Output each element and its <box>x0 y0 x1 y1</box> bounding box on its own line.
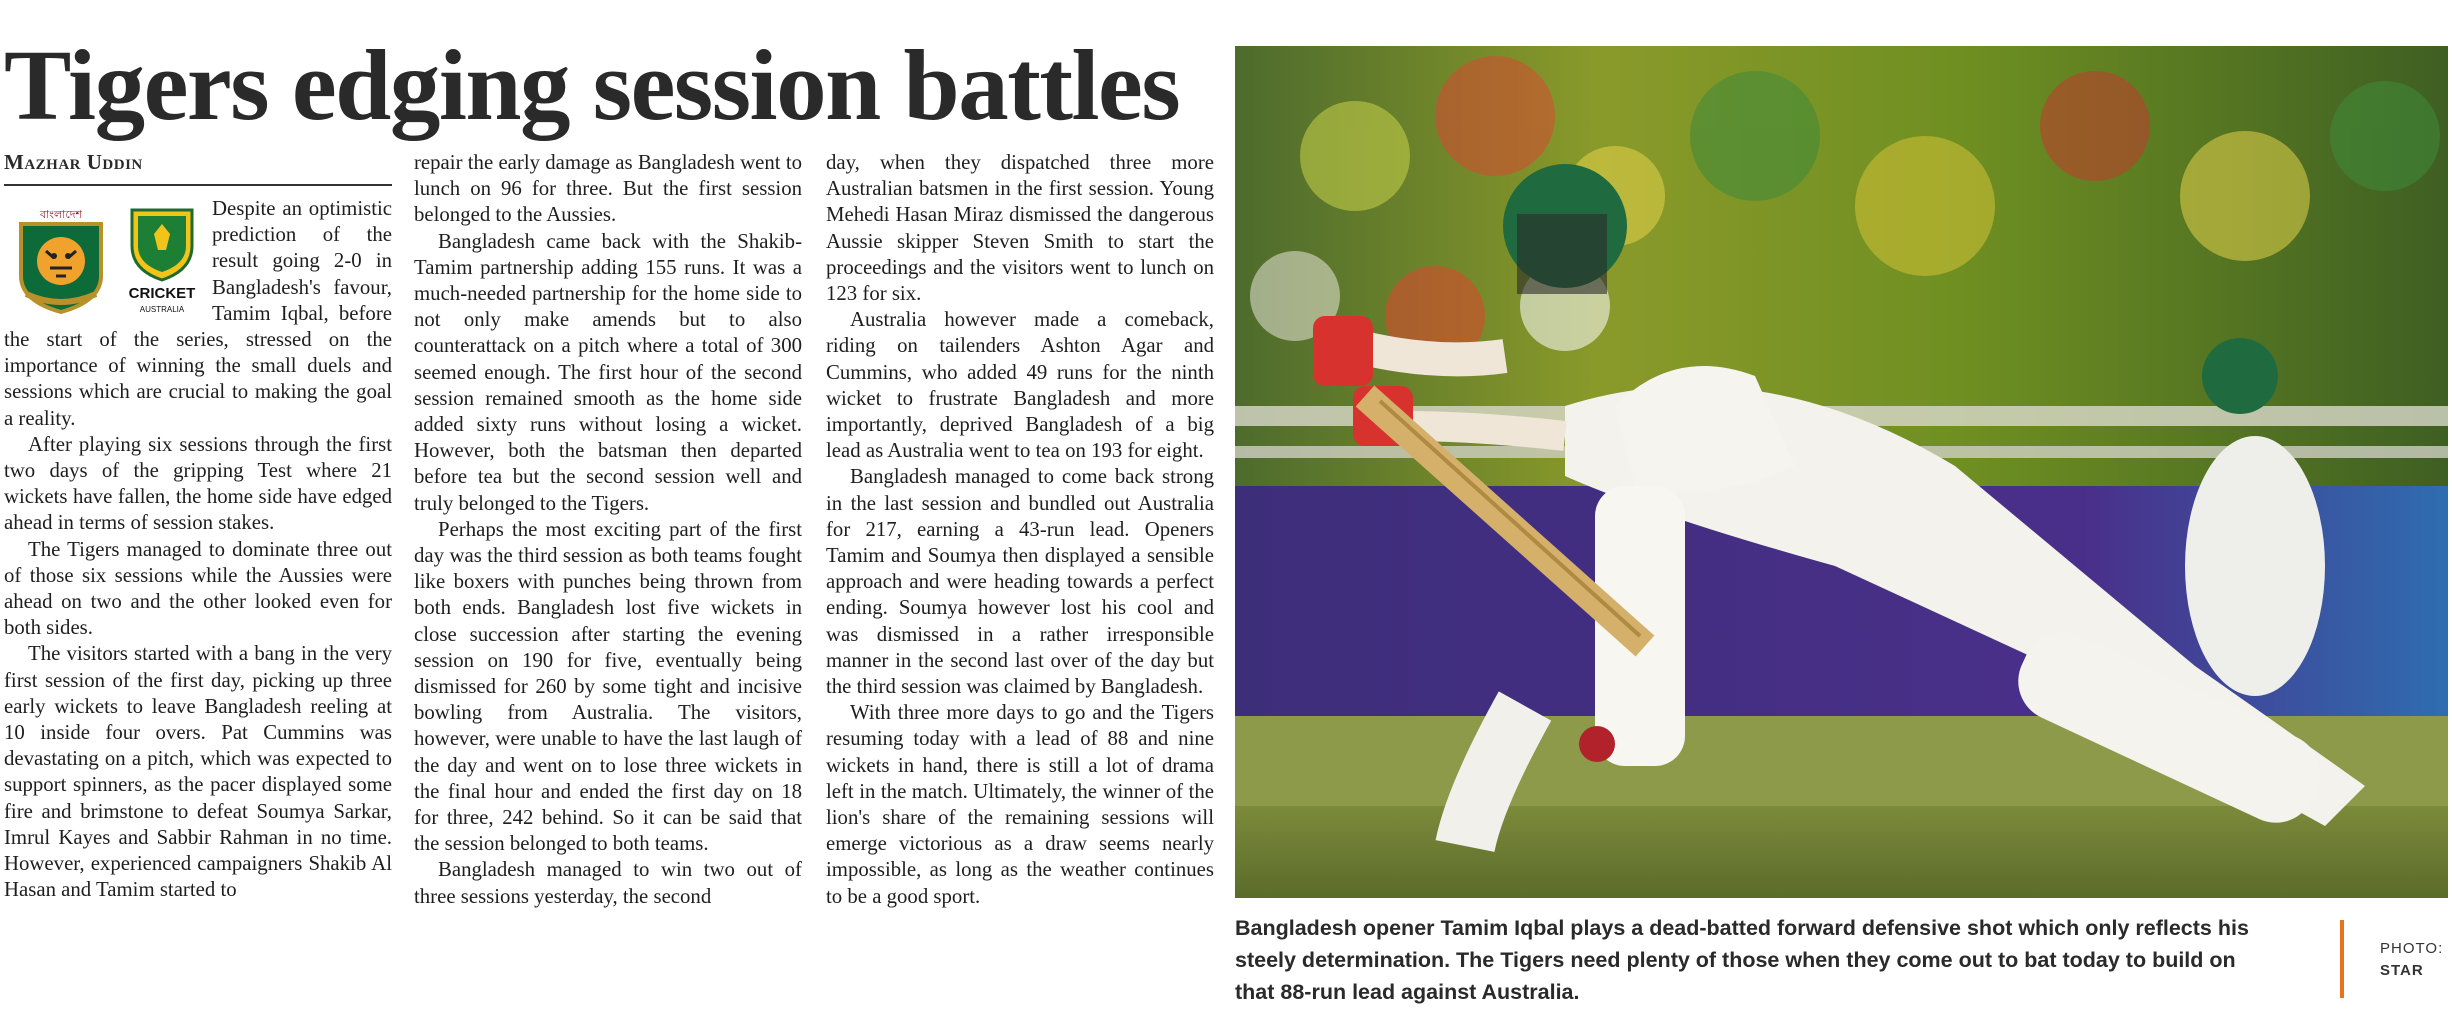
byline: Mazhar Uddin <box>4 150 392 186</box>
photo-caption: Bangladesh opener Tamim Iqbal plays a dead-batted forward defensive shot which only reflects his steely determination. The Tigers need plenty of those when they come out to bat today to build on that 88-run lead against Australia. <box>1235 916 2249 1004</box>
paragraph: The Tigers managed to dominate three out of those six sessions while the Aussies were ahead on two and the other looked even for both sides. <box>4 537 392 640</box>
bcb-logo-text: বাংলাদেশ <box>39 208 83 221</box>
paragraph: repair the early damage as Bangladesh went to lunch on 96 for three. But the first session belonged to the Aussies. <box>414 151 802 227</box>
credit-divider <box>2340 920 2344 998</box>
photo-credit-label: PHOTO: <box>2380 940 2444 957</box>
paragraph: With three more days to go and the Tigers resuming today with a lead of 88 and nine wickets in hand, there is still a lot of drama left in the match. Ultimately, the winner of the lion's share of the remaining sessions will emerge victorious as a draw seems nearly impossible, as long as the weather continues to be a good sport. <box>826 701 1214 908</box>
team-logos <box>4 196 204 322</box>
ca-logo-subtext: AUSTRALIA <box>139 305 185 314</box>
paragraph: Perhaps the most exciting part of the first day was the third session as both teams fought like boxers with punches being thrown from both ends. Bangladesh lost five wickets in close succession after starting the evening session on 190 for five, eventually being dismissed for 260 by some tight and incisive bowling from Australia. The visitors, however, were unable to have the last laugh of the day and went on to lose three wickets in the final hour and ended the first day on 18 for three, 242 behind. So it can be said that the session belonged to both teams. <box>414 517 802 856</box>
photo-credit <box>2380 938 2443 982</box>
paragraph: Bangladesh managed to come back strong in the last session and bundled out Australia for 217, earning a 43-run lead. Openers Tamim and Soumya then displayed a sensible approach and were heading towards a perfect ending. Soumya however lost his cool and was dismissed in a rather irresponsible manner in the second last over of the day but the third session was claimed by Bangladesh. <box>826 465 1214 699</box>
bcb-logo-icon <box>6 206 116 316</box>
paragraph: Despite an optimistic prediction of the result going 2-0 in Bangladesh's favour, Tamim Iqbal, before the start of the series, stressed on the importance of winning the small duels and sessions which are crucial to making the goal a reality. <box>4 197 392 430</box>
cricket-photo <box>1235 46 2448 898</box>
paragraph: day, when they dispatched three more Australian batsmen in the first session. Young Mehedi Hasan Miraz dismissed the dangerous Aussie skipper Steven Smith to start the proceedings and the visitors went to lunch on 123 for six. <box>826 151 1214 306</box>
ca-logo-text: CRICKET <box>128 285 196 302</box>
headline: Tigers edging session battles <box>4 29 1180 141</box>
paragraph: The visitors started with a bang in the very first session of the first day, picking up three early wickets to leave Bangladesh reeling at 10 inside four overs. Pat Cummins was devastating on a pitch, which was expected to support spinners, as the pacer displayed some fire and brimstone to defeat Soumya Sarkar, Imrul Kayes and Sabbir Rahman in no time. However, experienced campaigners Shakib Al Hasan and Tamim started to <box>4 642 392 902</box>
cricket-australia-logo-icon <box>124 206 200 318</box>
article-column-1 <box>4 196 392 903</box>
article-column-2 <box>414 150 802 910</box>
article-column-3 <box>826 150 1214 910</box>
paragraph: Bangladesh came back with the Shakib-Tamim partnership adding 155 runs. It was a much-needed partnership for the home side to not only make amends but to also counterattack on a pitch where a total of 300 seemed enough. The first hour of the second session remained smooth as the home side added sixty runs without losing a wicket. However, both the batsman then departed before tea but the second session well and truly belonged to the Tigers. <box>414 229 802 515</box>
paragraph: Bangladesh managed to win two out of three sessions yesterday, the second <box>414 858 802 908</box>
photo-credit-source: STAR <box>2380 962 2424 979</box>
paragraph: Australia however made a comeback, riding on tailenders Ashton Agar and Cummins, who added 49 runs for the ninth wicket to frustrate Bangladesh and more importantly, deprived Bangladesh of a big lead as Australia went to tea on 193 for eight. <box>826 308 1214 463</box>
paragraph: After playing six sessions through the first two days of the gripping Test where 21 wickets have fallen, the home side have edged ahead in terms of session stakes. <box>4 432 392 535</box>
